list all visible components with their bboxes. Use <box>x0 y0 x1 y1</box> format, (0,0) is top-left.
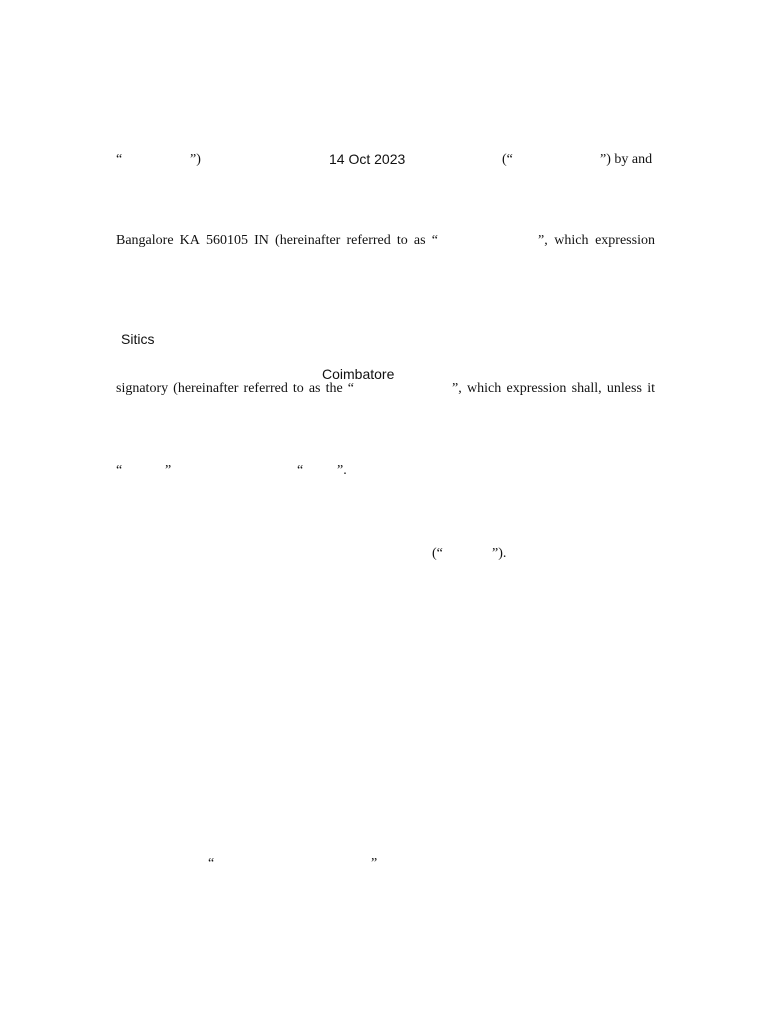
party-one-address-line <box>116 233 655 249</box>
signatory-words-left <box>116 381 354 397</box>
word: expression <box>595 233 655 248</box>
quote-close-2: ”. <box>337 463 347 478</box>
word: to <box>396 233 408 248</box>
party-name: Sitics <box>121 331 155 347</box>
quote-close-3: ” <box>371 856 378 871</box>
word: the <box>325 381 343 396</box>
word: referred <box>243 381 288 396</box>
open-quote: “ <box>116 152 123 167</box>
word: unless <box>606 381 642 396</box>
word: shall, <box>571 381 602 396</box>
word: it <box>647 381 655 396</box>
signatory-words-right <box>452 381 655 397</box>
word: “ <box>431 233 438 248</box>
word: KA <box>179 233 200 248</box>
quote-open-3: “ <box>208 856 215 871</box>
word: signatory <box>116 381 169 396</box>
word: “ <box>347 381 354 396</box>
paren-quote-open: (“ <box>432 546 443 561</box>
close-by-and: ”) by and <box>600 152 653 167</box>
word: Bangalore <box>116 233 174 248</box>
quote-close-1: ” <box>165 463 172 478</box>
word: as <box>413 233 426 248</box>
word: ”, <box>538 233 548 248</box>
word: which <box>467 381 502 396</box>
close-quote-paren: ”) <box>190 152 201 167</box>
word: which <box>554 233 589 248</box>
word: 560105 <box>206 233 249 248</box>
party-city: Coimbatore <box>322 366 395 382</box>
quote-open-1: “ <box>116 463 123 478</box>
word: expression <box>506 381 567 396</box>
word: IN <box>254 233 269 248</box>
signatory-line <box>116 381 655 397</box>
address-words-left <box>116 233 438 249</box>
agreement-date: 14 Oct 2023 <box>329 151 406 167</box>
word: as <box>308 381 321 396</box>
word: to <box>292 381 304 396</box>
word: ”, <box>452 381 462 396</box>
word: (hereinafter <box>275 233 341 248</box>
address-words-right <box>538 233 655 249</box>
quote-open-2: “ <box>297 463 304 478</box>
word: referred <box>346 233 391 248</box>
open-paren-quote: (“ <box>502 152 513 167</box>
word: (hereinafter <box>173 381 239 396</box>
paren-quote-close: ”). <box>492 546 507 561</box>
